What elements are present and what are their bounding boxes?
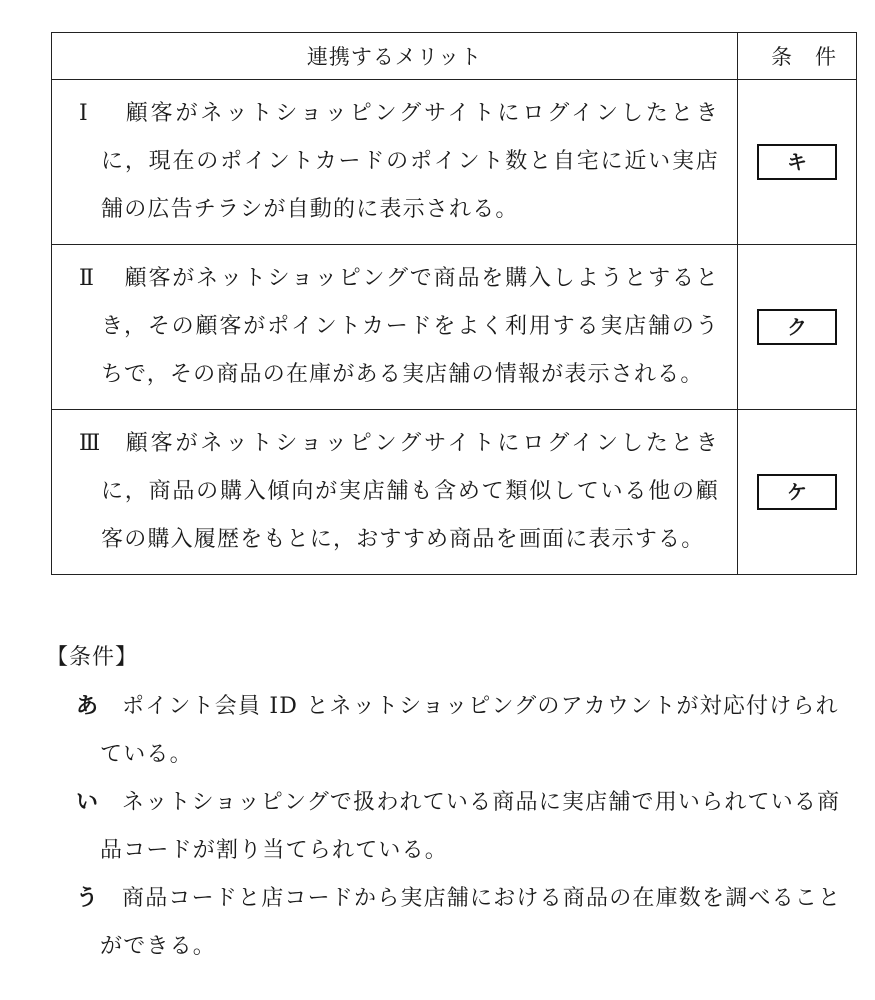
condition-key-a: あ <box>76 694 100 719</box>
condition-item-u <box>76 875 861 971</box>
condition-cell-1 <box>738 80 857 245</box>
row-numeral-3: Ⅲ <box>79 431 102 456</box>
table-row <box>52 80 857 245</box>
table-row <box>52 410 857 575</box>
condition-text-a-line2: ている。 <box>100 742 193 767</box>
condition-text-a-line1: ポイント会員 ID とネットショッピングのアカウントが対応付けられ <box>122 694 839 719</box>
merit-description-1: 顧客がネットショッピングサイトにログインしたときに，現在のポイントカードのポイント数と自宅に近い実店舗の広告チラシが自動的に表示される。 <box>101 101 719 222</box>
answer-box-ku: ク <box>757 309 837 345</box>
merit-description-3: 顧客がネットショッピングサイトにログインしたときに，商品の購入傾向が実店舗も含めて類似している他の顧客の購入履歴をもとに，おすすめ商品を画面に表示する。 <box>101 431 719 552</box>
merit-text-2 <box>52 255 719 399</box>
conditions-section <box>46 640 861 971</box>
condition-text-i <box>100 779 861 875</box>
table-header-row <box>52 33 857 80</box>
merit-cell-3 <box>52 410 738 575</box>
condition-key-i: い <box>76 790 100 815</box>
merit-cell-2 <box>52 245 738 410</box>
condition-text-a <box>100 683 861 779</box>
answer-box-ke: ケ <box>757 474 837 510</box>
merit-cell-1 <box>52 80 738 245</box>
condition-cell-3 <box>738 410 857 575</box>
merit-text-1 <box>52 90 719 234</box>
row-numeral-1: Ⅰ <box>79 101 89 126</box>
condition-item-a <box>76 683 861 779</box>
conditions-heading: 【条件】 <box>46 645 139 670</box>
table-row <box>52 245 857 410</box>
condition-cell-2 <box>738 245 857 410</box>
row-numeral-2: Ⅱ <box>79 266 96 291</box>
merit-description-2: 顧客がネットショッピングで商品を購入しようとするとき，その顧客がポイントカードをよく利用する実店舗のうちで，その商品の在庫がある実店舗の情報が表示される。 <box>101 266 719 387</box>
answer-box-ki: キ <box>757 144 837 180</box>
condition-text-u-line2: ができる。 <box>100 934 217 959</box>
merit-table <box>51 32 857 575</box>
condition-text-u-line1: 商品コードと店コードから実店舗における商品の在庫数を調べること <box>122 886 842 911</box>
condition-text-i-line1: ネットショッピングで扱われている商品に実店舗で用いられている商 <box>122 790 841 815</box>
condition-text-u <box>100 875 861 971</box>
condition-key-u: う <box>76 886 100 911</box>
merit-text-3 <box>52 420 719 564</box>
condition-text-i-line2: 品コードが割り当てられている。 <box>100 838 449 863</box>
header-condition: 条 件 <box>738 33 857 80</box>
condition-item-i <box>76 779 861 875</box>
header-merit: 連携するメリット <box>52 33 738 80</box>
